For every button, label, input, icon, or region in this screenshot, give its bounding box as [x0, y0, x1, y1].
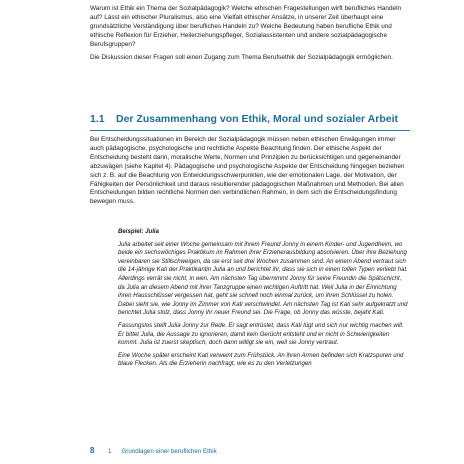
intro-paragraph: Die Diskussion dieser Fragen soll einen Zugang zum Thema Berufsethik der Sozialpädagogik ermöglichen.: [90, 53, 393, 61]
section-number: 1.1: [90, 113, 105, 125]
example-paragraph: Fassungslos stellt Julia Jonny zur Rede. Er sagt entrüstet, dass Kati lügt und sich nur wichtig machen will. Er bittet Julia, die Aussage zu ignorieren, damit kein Gerücht entsteht und er nicht in Schwierigkeiten kommt. Julia ist zuerst skeptisch, doch dann willigt sie ein, weil sie Jonny vertraut.: [118, 321, 404, 347]
section-heading: [90, 113, 406, 125]
intro-paragraph: Warum ist Ethik ein Thema der Sozialpädagogik? Welche ethischen Fragestellungen wirft berufliches Handeln auf? Lässt ein ethischer Pluralismus, also eine Vielfalt ethischer Ansätze, in unserer Zeit überhaupt eine grundsätzliche Verständigung über berufliches Handeln zu? Welche Bedeutung haben berufliche Ethik und ethische Reflexion für Erzieher, Heilerziehungspfleger, Sozialassistenten und andere sozialpädagogische Berufsgruppen?: [90, 5, 402, 48]
body-text: [90, 136, 406, 207]
example-box: [118, 228, 408, 373]
page-number: 8: [90, 446, 95, 455]
body-paragraph: Bei Entscheidungssituationen im Bereich der Sozialpädagogik müssen neben ethischen Erwägungen immer auch pädagogische, psychologische und rechtliche Aspekte Beachtung finden. Der ethische Aspekt der Entscheidung besteht darin, moralische Werte, Normen und Prinzipien zu berücksichtigen und gegeneinander abzuwägen (siehe Kapitel 4). Pädagogische und psychologische Aspekte der Entscheidung hingegen beziehen sich z. B. auf die Beachtung von Entwicklungsschwerpunkten, wie der emotionalen Lage, der Motivation, der Fähigkeiten der Persönlichkeit und daraus resultierender pädagogischen Maßnahmen und Methoden. Bei allen Entscheidungen bilden rechtliche Normen den verbindlichen Rahmen, in dem sich die Entscheidungsfindung bewegen muss.: [90, 136, 405, 206]
example-paragraph: Julia arbeitet seit einer Woche gemeinsam mit ihrem Freund Jonny in einem Kinder- und Jugendheim, wo beide ein sechswöchiges Praktikum im Rahmen ihrer Erzieherausbildung absolvieren. Über ihre Beziehung vereinbaren sie Stillschweigen, da sie erst seit drei Wochen zusammen sind. An einem Abend vertraut sich die 14-jährige Kati der Praktikantin Julia an und berichtet ihr, dass sie sich in einen tollen Typen verliebt hat. Allerdings verrät sie nicht, in wen. Am nächsten Tag übernimmt Jonny für seine Freundin die Spätschicht, da Julia an diesem Abend mit ihrer Tanzgruppe einen wichtigen Auftritt hat. Weil Julia in der Einrichtung ihren Hausschlüssel vergessen hat, geht sie schnell noch einmal zurück, um ihren Schlüssel zu holen. Dabei sieht sie, wie Jonny im Zimmer von Kati verschwindet. Am nächsten Tag ist Kati sehr aufgekratzt und berichtet Julia stolz, dass Jonny ihr neuer Freund sei. Die Frage, ob Jonny das wüsste, bejaht Kati.: [118, 240, 408, 317]
footer-chapter-number: 1: [108, 448, 112, 455]
footer-chapter-title: Grundlagen einer beruflichen Ethik: [121, 448, 217, 455]
intro: [90, 5, 406, 66]
section-divider: [90, 130, 410, 131]
example-title: Beispiel: Julia: [118, 228, 159, 235]
page-footer: [90, 446, 406, 455]
section-title: Der Zusammenhang von Ethik, Moral und sozialer Arbeit: [116, 113, 398, 125]
example-paragraph: Eine Woche später erscheint Kati verweint zum Frühstück. An ihren Armen befinden sich Kratzspuren und blaue Flecken. Als die Erzieherin nachfragt, wie es zu den Verletzungen: [118, 351, 404, 368]
